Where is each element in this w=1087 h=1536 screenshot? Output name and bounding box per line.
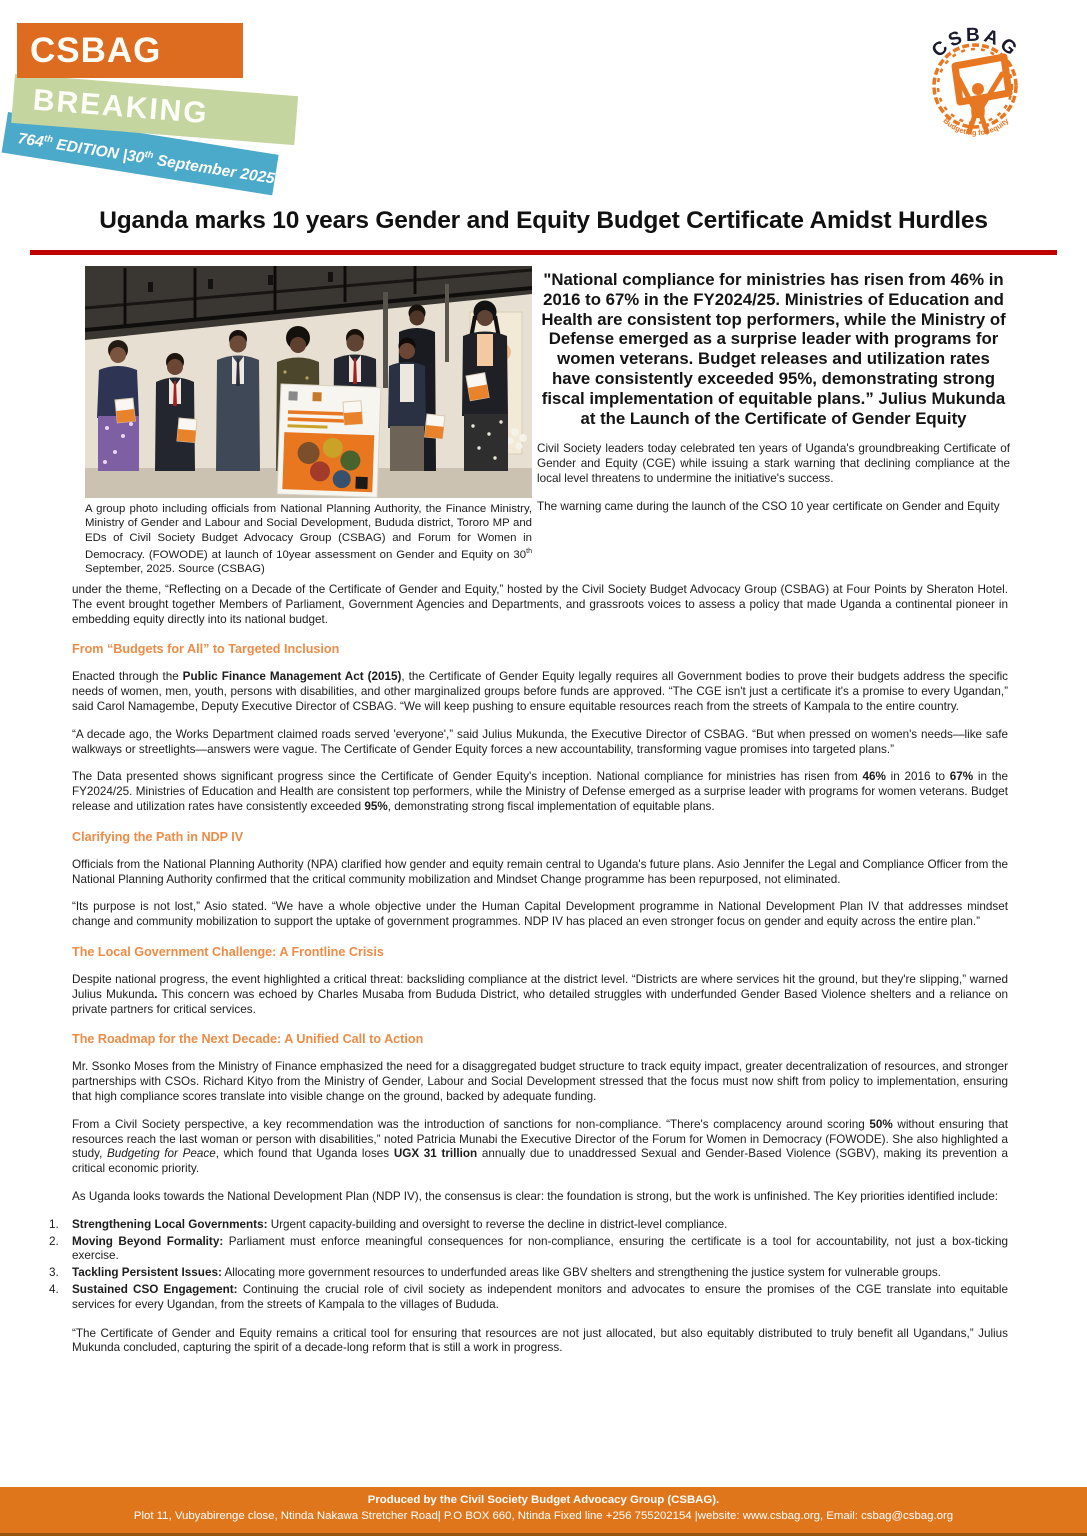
footer-produced-by: Produced by the Civil Society Budget Advocacy Group (CSBAG). <box>367 1494 720 1506</box>
logo-top-text: CSBAG <box>927 24 1023 62</box>
list-item: Strengthening Local Governments: Urgent capacity-building and oversight to reverse the decline in district-level compliance. <box>72 1217 728 1231</box>
csbag-banner: CSBAG <box>17 23 243 78</box>
article-title: Uganda marks 10 years Gender and Equity Budget Certificate Amidst Hurdles <box>99 207 988 234</box>
section-heading-ndp-iv: Clarifying the Path in NDP IV <box>72 829 244 844</box>
logo-bottom-text: Budgeting for equity <box>941 116 1011 138</box>
priorities-list <box>72 1218 1008 1313</box>
svg-text:CSBAG <box>928 25 1023 62</box>
footer-contact-line: Plot 11, Vubyabirenge close, Ntinda Nakawa Stretcher Road| P.O BOX 660, Ntinda Fixed line +256 755202154 |website: www.csbag.org, Email: csbag@csbag.org <box>133 1510 954 1522</box>
intro-paragraph: The warning came during the launch of the CSO 10 year certificate on Gender and Equity <box>537 499 1000 513</box>
body-paragraph: Enacted through the Public Finance Management Act (2015), the Certificate of Gender Equity legally requires all Government bodies to prove their budgets address the specific needs of women, men, youth, persons with disabilities, and other marginalized groups before funds are approved. “The CGE isn't just a certificate it's a promise to every Ugandan,” said Carol Namagembe, Deputy Executive Director of CSBAG. “We will keep pushing to ensure equitable resources reach from the streets of Kampala to the entire country. <box>72 670 1009 713</box>
intro-column <box>537 270 1010 528</box>
list-item: Tackling Persistent Issues: Allocating more government resources to underfunded areas like GBV shelters and strengthening the justice system for vulnerable groups. <box>72 1266 942 1280</box>
title-rule <box>30 250 1057 255</box>
body-paragraph: Despite national progress, the event highlighted a critical threat: backsliding compliance at the district level. “Districts are where services hit the ground, but they're slipping,” warned Julius Mukunda. This concern was echoed by Charles Musaba from Bududa District, who detailed struggles with underfunded Gender Based Violence shelters and a reliance on private partners for critical services. <box>72 972 1008 1016</box>
intro-paragraph: Civil Society leaders today celebrated ten years of Uganda's groundbreaking Certificate of Gender and Equity (CGE) while issuing a stark warning that declining compliance at the local level threatens to undermine the initiative's success. <box>537 442 1010 485</box>
csbag-logo-icon <box>908 16 1043 140</box>
body-paragraph: “Its purpose is not lost,” Asio stated. “We have a whole objective under the Human Capital Development programme in National Development Plan IV that addresses mindset change and community mobilization to support the uptake of government programmes. NDP IV has placed an even stronger focus on gender and equity across the entire plan.” <box>72 900 1008 929</box>
group-photo-illustration <box>85 266 532 498</box>
section-heading-budgets-for-all: From “Budgets for All” to Targeted Inclusion <box>72 642 340 657</box>
photo-caption: A group photo including officials from National Planning Authority, the Finance Ministry, Ministry of Gender and Labour and Social Development, Bududa district, Tororo MP and EDs of Civil Society Budget Advocacy Group (CSBAG) and Forum for Women in Democracy. (FOWODE) at launch of 10year assessment on Gender and Equity on 30th September, 2025. Source (CSBAG) <box>85 503 532 576</box>
csbag-logo <box>908 16 1043 140</box>
photo-figure <box>85 266 532 577</box>
footer <box>0 1487 1087 1536</box>
pull-quote: "National compliance for ministries has risen from 46% in 2016 to 67% in the FY2024/25. Ministries of Education and Health are consistent top performers, while the Ministry of Defense emerged as a surprise leader with programs for women veterans. Budget releases and utilization rates have consistently exceeded 95%, demonstrating strong fiscal implementation of equitable plans.” Julius Mukunda at the Launch of the Certificate of Gender Equity <box>541 270 1006 428</box>
section-heading-local-government: The Local Government Challenge: A Frontline Crisis <box>72 944 384 959</box>
article-body <box>72 583 1008 1369</box>
body-paragraph: Mr. Ssonko Moses from the Ministry of Finance emphasized the need for a disaggregated budget structure to track equity impact, greater decentralization of resources, and stronger partnerships with CSOs. Richard Kityo from the Ministry of Gender, Labour and Social Development stressed that the focus must now shift from policy to implementation, ensuring that high compliance scores translate into visible change on the ground, backed by adequate funding. <box>72 1060 1008 1103</box>
body-paragraph: From a Civil Society perspective, a key recommendation was the introduction of sanctions for non-compliance. “There's complacency around scoring 50% without ensuring that resources reach the last woman or person with disabilities,” noted Patricia Munabi the Executive Director of the Forum for Women in Democracy (FOWODE). She also highlighted a study, Budgeting for Peace, which found that Uganda loses UGX 31 trillion annually due to unaddressed Sexual and Gender-Based Violence (SGBV), making its prevention a critical economic priority. <box>72 1117 1009 1176</box>
list-item: Moving Beyond Formality: Parliament must enforce meaningful consequences for non-compliance, ensuring the certificate is a tool for accountability, not just a box-ticking exercise. <box>72 1234 1008 1263</box>
body-paragraph: As Uganda looks towards the National Development Plan (NDP IV), the consensus is clear: the foundation is strong, but the work is unfinished. The Key priorities identified include: <box>72 1189 998 1203</box>
list-item: Sustained CSO Engagement: Continuing the crucial role of civil society as independent monitors and advocates to ensure the promises of the CGE translate into equitable services for every Ugandan, from the streets of Kampala to the villages of Bududa. <box>72 1282 1008 1311</box>
body-paragraph: The Data presented shows significant progress since the Certificate of Gender Equity's inception. National compliance for ministries has risen from 46% in 2016 to 67% in the FY2024/25. Ministries of Education and Health are consistent top performers, while the Ministry of Defense emerged as a surprise leader with programs for women veterans. Budget release and utilization rates have consistently exceeded 95%, demonstrating strong fiscal implementation of equitable plans. <box>72 770 1008 813</box>
closing-paragraph: “The Certificate of Gender and Equity remains a critical tool for ensuring that resources are not just allocated, but also equitably distributed to truly benefit all Ugandans,” Julius Mukunda concluded, capturing the spirit of a decade-long reform that is still a work in progress. <box>72 1326 1008 1355</box>
breaking-banner: BREAKING <box>11 74 298 145</box>
body-paragraph: under the theme, “Reflecting on a Decade of the Certificate of Gender and Equity,” hosted by the Civil Society Budget Advocacy Group (CSBAG) at Four Points by Sheraton Hotel. The event brought together Members of Parliament, Government Agencies and Departments, and grassroots voices to assess a policy that made Uganda a continental pioneer in embedding equity directly into its national budget. <box>72 583 1008 626</box>
body-paragraph: Officials from the National Planning Authority (NPA) clarified how gender and equity remain central to Uganda's future plans. Asio Jennifer the Legal and Compliance Officer from the National Planning Authority confirmed that the critical community mobilization and Mindset Change programme has been repurposed, not eliminated. <box>72 857 1008 886</box>
body-paragraph: “A decade ago, the Works Department claimed roads served 'everyone',” said Julius Mukunda, the Executive Director of CSBAG. “But when pressed on women's needs—like safe walkways or streetlights—answers were vague. The Certificate of Gender Equity forces a new accountability, transforming vague promises into targeted plans.” <box>72 727 1008 756</box>
section-heading-roadmap: The Roadmap for the Next Decade: A Unified Call to Action <box>72 1032 424 1047</box>
edition-banner: 764th EDITION |30th September 2025 <box>2 112 279 195</box>
